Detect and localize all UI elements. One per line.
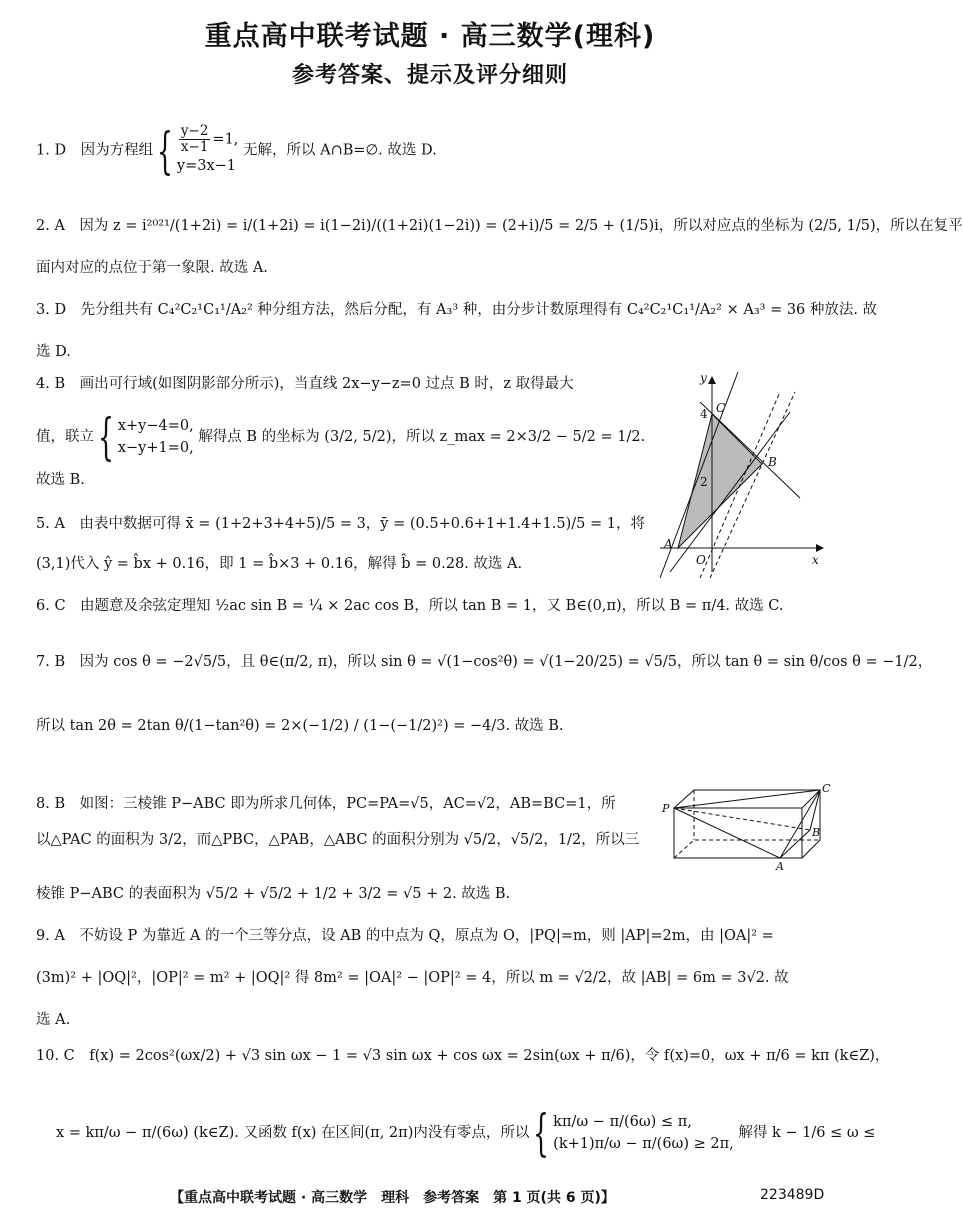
page-title: 重点高中联考试题 · 高三数学(理科): [204, 21, 656, 52]
edge-PC: [674, 790, 820, 808]
label-O: O: [696, 553, 706, 567]
label-B: B: [768, 455, 777, 469]
answer-10: 10. C f(x) = 2cos²(ωx/2) + √3 sin ωx − 1 = √3 sin ωx + cos ωx = 2sin(ωx + π/6)，令 f(x)=0，ωx + π/6 = kπ (k∈Z)，: [36, 1048, 890, 1064]
page-subtitle: 参考答案、提示及评分细则: [291, 63, 568, 88]
label-A: A: [776, 860, 784, 873]
answer-8-cont: 以△PAC 的面积为 3/2，而△PBC，△PAB，△ABC 的面积分别为 √5/2，√5/2，1/2，所以三: [36, 832, 640, 848]
tick-2: 2: [700, 475, 708, 489]
answer-3: 3. D 先分组共有 C₄²C₂¹C₁¹/A₂² 种分组方法，然后分配，有 A₃³ 种，由分步计数原理得有 C₄²C₂¹C₁¹/A₂² × A₃³ = 36 种放法. 故: [36, 302, 878, 318]
answer-2: 2. A 因为 z = i²⁰²¹/(1+2i) = i/(1+2i) = i(1−2i)/((1+2i)(1−2i)) = (2+i)/5 = 2/5 + (1/5)i，所以对应点的坐标为 (2/5, 1/5)，所以在复平: [36, 218, 963, 234]
pyramid-figure: [660, 780, 830, 872]
label-A: A: [664, 537, 673, 551]
box-front: [674, 808, 802, 858]
document-code: 223489D: [760, 1187, 825, 1203]
feasible-region-figure: [650, 372, 830, 582]
answer-9: 9. A 不妨设 P 为靠近 A 的一个三等分点，设 AB 的中点为 Q，原点为 O，|PQ|=m，则 |AP|=2m，由 |OA|² =: [36, 928, 774, 944]
answer-6: 6. C 由题意及余弦定理知 ½ac sin B = ¼ × 2ac cos B，所以 tan B = 1，又 B∈(0,π)，所以 B = π/4. 故选 C.: [36, 598, 784, 614]
answer-4-cont: 值，联立{ x+y−4=0, x−y+1=0, 解得点 B 的坐标为 (3/2, 5/2)，所以 z_max = 2×3/2 − 5/2 = 1/2.: [36, 408, 646, 466]
answer-7: 7. B 因为 cos θ = −2√5/5，且 θ∈(π/2, π)，所以 sin θ = √(1−cos²θ) = √(1−20/25) = √5/5，所以 tan θ = sin θ/cos θ = −1/2，: [36, 654, 933, 670]
answer-1: 1. D 因为方程组{ $\frac{y-2}{x-1}$ =1, y=3x−1 无解，所以 A∩B=∅. 故选 D.: [36, 121, 437, 180]
label-y: y: [700, 371, 707, 385]
answer-9-cont: (3m)² + |OQ|²，|OP|² = m² + |OQ|² 得 8m² = |OA|² − |OP|² = 4，所以 m = √2/2，故 |AB| = 6m = 3√2. 故: [36, 970, 789, 986]
label-C: C: [716, 401, 726, 415]
answer-8: 8. B 如图：三棱锥 P−ABC 即为所求几何体，PC=PA=√5，AC=√2，AB=BC=1，所: [36, 796, 616, 812]
footer-info: 【重点高中联考试题 · 高三数学 理科 参考答案 第 1 页(共 6 页)】: [170, 1190, 615, 1206]
answer-10-cont: x = kπ/ω − π/(6ω) (k∈Z). 又函数 f(x) 在区间(π, 2π)内没有零点，所以{ kπ/ω − π/(6ω) ≤ π, (k+1)π/ω − π/(6ω) ≥ 2π, 解得 k − 1/6 ≤ ω ≤: [56, 1104, 876, 1162]
answer-5: 5. A 由表中数据可得 x̄ = (1+2+3+4+5)/5 = 3，ȳ = (0.5+0.6+1+1.4+1.5)/5 = 1，将: [36, 516, 645, 532]
answer-9-end: 选 A.: [36, 1012, 71, 1028]
label-C: C: [822, 782, 831, 795]
shaded-region: [678, 414, 762, 548]
label-x: x: [812, 553, 819, 567]
edge-PA: [674, 808, 780, 858]
edge-CA: [780, 790, 820, 858]
answer-4: 4. B 画出可行域(如图阴影部分所示)，当直线 2x−y−z=0 过点 B 时，z 取得最大: [36, 376, 574, 392]
answer-7-cont: 所以 tan 2θ = 2tan θ/(1−tan²θ) = 2×(−1/2) / (1−(−1/2)²) = −4/3. 故选 B.: [36, 718, 564, 734]
edge-CB: [810, 790, 820, 830]
answer-4-end: 故选 B.: [36, 472, 85, 488]
label-P: P: [662, 802, 670, 815]
answer-2-cont: 面内对应的点位于第一象限. 故选 A.: [36, 260, 268, 276]
tick-4: 4: [700, 407, 708, 421]
answer-8-end: 棱锥 P−ABC 的表面积为 √5/2 + √5/2 + 1/2 + 3/2 = √5 + 2. 故选 B.: [36, 886, 511, 902]
answer-3-cont: 选 D.: [36, 344, 71, 360]
answer-5-cont: (3,1)代入 ŷ = b̂x + 0.16，即 1 = b̂×3 + 0.16，解得 b̂ = 0.28. 故选 A.: [36, 556, 523, 572]
label-B: B: [812, 826, 821, 839]
